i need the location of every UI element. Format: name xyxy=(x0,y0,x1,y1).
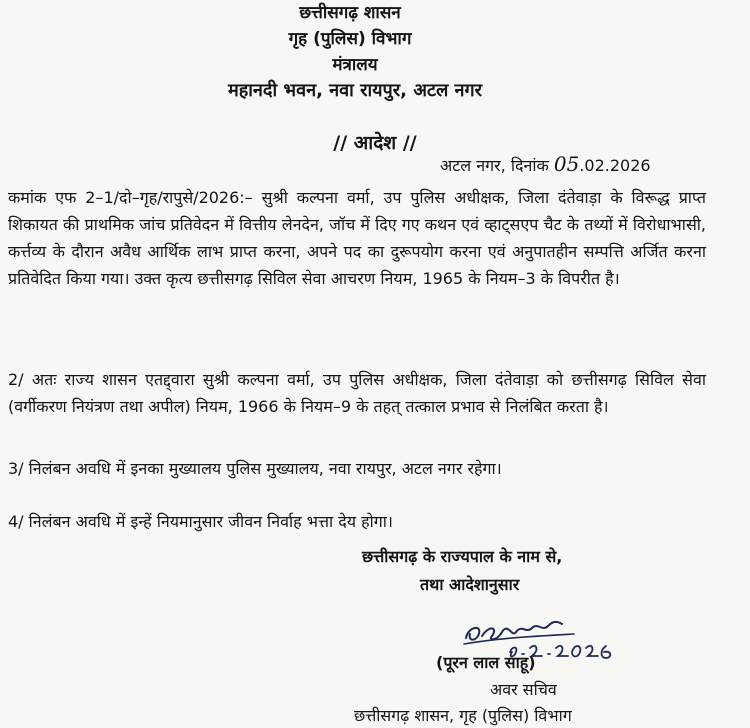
paragraph-2: 2/ अतः राज्य शासन एतद्द्वारा सुश्री कल्पना वर्मा, उप पुलिस अधीक्षक, जिला दंतेवाड़ा को छत्तीसगढ़ सिविल सेवा (वर्गीकरण नियंत्रण तथा अपील) नियम, 1966 के नियम–9 के तहत् तत्काल प्रभाव से निलंबित करता है। xyxy=(8,370,706,416)
date-prefix: अटल नगर, दिनांक xyxy=(440,156,554,175)
order-date xyxy=(440,152,651,176)
signature-authority-line: छत्तीसगढ़ के राज्यपाल के नाम से, xyxy=(362,547,563,566)
date-day-handwritten: 05 xyxy=(553,152,580,176)
paragraph-3: 3/ निलंबन अवधि में इनका मुख्यालय पुलिस मुख्यालय, नवा रायपुर, अटल नगर रहेगा। xyxy=(8,459,502,478)
signature-order-line: तथा आदेशानुसार xyxy=(420,575,520,594)
header-department: गृह (पुलिस) विभाग xyxy=(288,29,412,49)
paragraph-4: 4/ निलंबन अवधि में इन्हें नियमानुसार जीवन निर्वाह भत्ता देय होगा। xyxy=(8,512,393,531)
header-government: छत्तीसगढ़ शासन xyxy=(299,3,401,23)
signatory-department: छत्तीसगढ़ शासन, गृह (पुलिस) विभाग xyxy=(354,706,572,725)
header-ministry: मंत्रालय xyxy=(332,55,378,75)
header-address: महानदी भवन, नवा रायपुर, अटल नगर xyxy=(227,80,483,101)
signatory-designation: अवर सचिव xyxy=(490,680,557,699)
signatory-name: (पूरन लाल साहू) xyxy=(436,653,536,672)
date-rest: .02.2026 xyxy=(579,156,651,175)
order-title: // आदेश // xyxy=(333,132,417,154)
paragraph-1: कमांक एफ 2–1/दो–गृह/रापुसे/2026:– सुश्री कल्पना वर्मा, उप पुलिस अधीक्षक, जिला दंतेवाड़ा के विरूद्ध प्राप्त शिकायत की प्राथमिक जांच प्रतिवेदन में वित्तीय लेनदेन, जॉच में दिए गए कथन एवं व्हाट्सएप चैट के तथ्यों में विरोधाभासी, कर्त्तव्य के दौरान अवैध आर्थिक लाभ प्राप्त करना, अपने पद का दुरूपयोग करना एवं अनुपातहीन सम्पत्ति अर्जित करना प्रतिवेदित किया गया। उक्त कृत्य छत्तीसगढ़ सिविल सेवा आचरण नियम, 1965 के नियम–3 के विपरीत है। xyxy=(8,188,706,288)
